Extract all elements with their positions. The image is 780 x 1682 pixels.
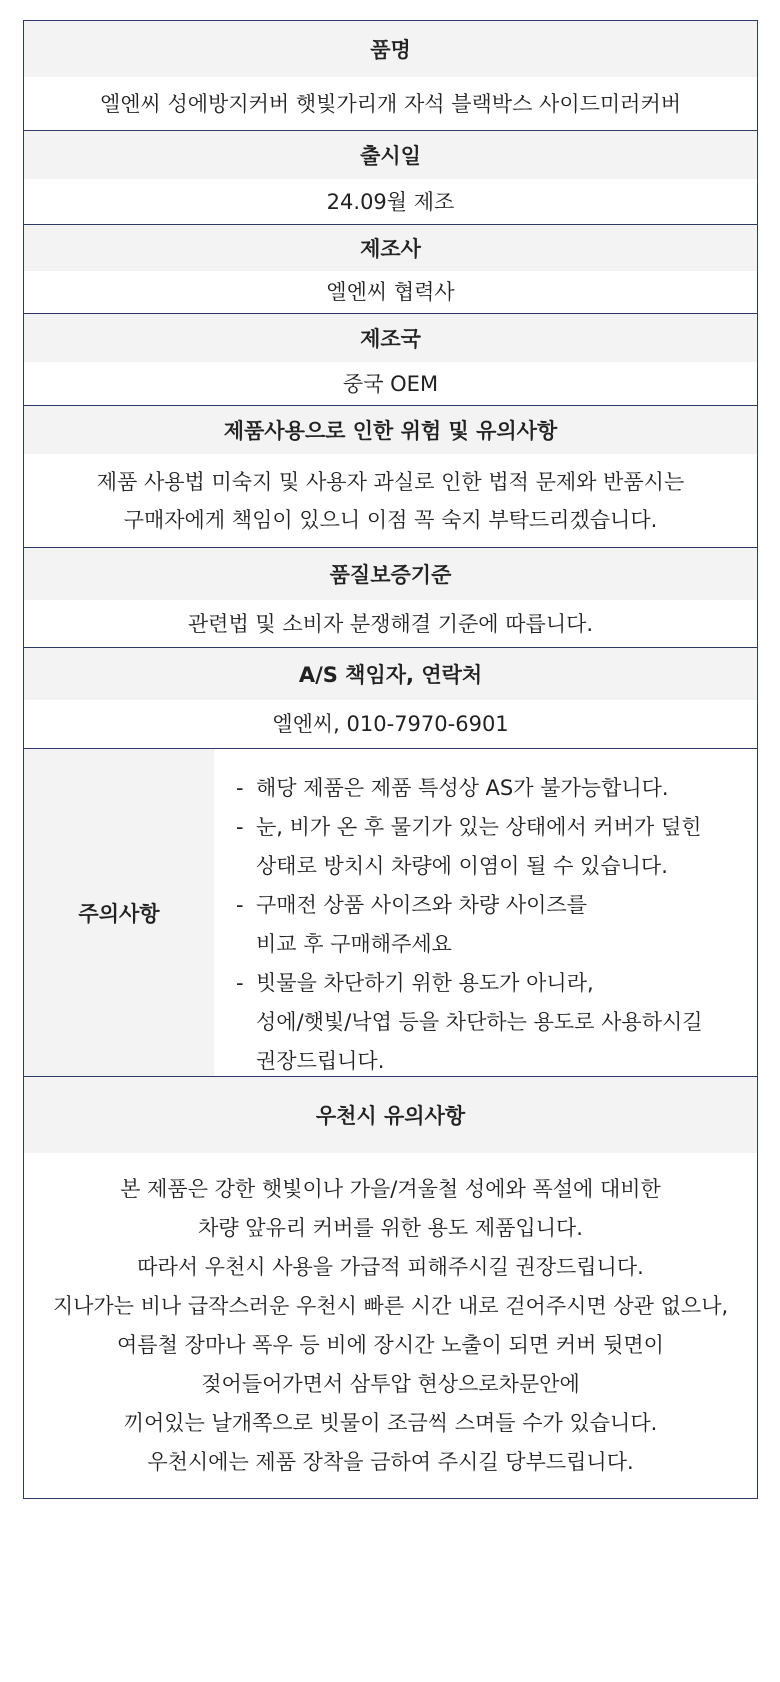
caution-line: 비교 후 구매해주세요	[256, 932, 452, 956]
section-body	[24, 454, 757, 547]
caution-line: 상태로 방치시 차량에 이염이 될 수 있습니다.	[256, 854, 668, 878]
section-line: 제품 사용법 미숙지 및 사용자 과실로 인한 법적 문제와 반품시는	[96, 469, 685, 494]
rain-line: 여름철 장마나 폭우 등 비에 장시간 노출이 되면 커버 뒷면이	[117, 1332, 664, 1357]
section-line: 24.09월 제조	[326, 189, 455, 214]
section-title: 제품사용으로 인한 위험 및 유의사항	[24, 406, 757, 454]
section-quality-standard	[24, 548, 757, 648]
section-title: 품질보증기준	[24, 548, 757, 600]
section-body	[24, 600, 757, 647]
caution-line: 빗물을 차단하기 위한 용도가 아니라,	[256, 971, 594, 995]
product-info-table	[23, 20, 758, 1499]
caution-line: 성에/햇빛/낙엽 등을 차단하는 용도로 사용하시길	[256, 1010, 703, 1034]
rain-line: 끼어있는 날개쪽으로 빗물이 조금씩 스며들 수가 있습니다.	[123, 1410, 658, 1435]
section-risk-notice	[24, 406, 757, 548]
section-line: 구매자에게 책임이 있으니 이점 꼭 숙지 부탁드리겠습니다.	[123, 507, 658, 532]
section-line: 엘엔씨 협력사	[326, 280, 455, 304]
section-title: 출시일	[24, 131, 757, 179]
bullet-dash: -	[236, 893, 244, 917]
caution-line: 눈, 비가 온 후 물기가 있는 상태에서 커버가 덮힌	[256, 815, 702, 839]
section-manufacturer	[24, 225, 757, 314]
section-title: A/S 책임자, 연락처	[24, 648, 757, 700]
section-caution	[24, 749, 757, 1077]
section-body	[24, 700, 757, 748]
section-country	[24, 314, 757, 406]
bullet-dash: -	[236, 971, 244, 995]
section-line: 엘엔씨 성에방지커버 햇빛가리개 자석 블랙박스 사이드미러커버	[99, 91, 682, 116]
section-release-date	[24, 131, 757, 225]
section-as-contact	[24, 648, 757, 749]
section-body	[24, 271, 757, 313]
section-title: 우천시 유의사항	[24, 1077, 757, 1153]
section-line: 엘엔씨, 010-7970-6901	[272, 712, 509, 736]
section-line: 중국 OEM	[342, 371, 439, 396]
caution-line: 권장드립니다.	[256, 1049, 385, 1073]
section-line: 관련법 및 소비자 분쟁해결 기준에 따릅니다.	[187, 611, 594, 636]
caution-item	[236, 808, 757, 886]
section-body	[24, 77, 757, 130]
section-title: 품명	[24, 21, 757, 77]
caution-item	[236, 964, 757, 1081]
caution-line: 구매전 상품 사이즈와 차량 사이즈를	[256, 893, 587, 917]
section-body	[24, 179, 757, 224]
caution-line: 해당 제품은 제품 특성상 AS가 불가능합니다.	[256, 776, 669, 800]
section-body	[24, 1153, 757, 1498]
section-title: 제조국	[24, 314, 757, 362]
rain-line: 차량 앞유리 커버를 위한 용도 제품입니다.	[198, 1215, 583, 1240]
caution-item	[236, 769, 757, 808]
caution-label: 주의사항	[24, 749, 214, 1076]
rain-line: 우천시에는 제품 장착을 금하여 주시길 당부드립니다.	[147, 1449, 634, 1474]
caution-item	[236, 886, 757, 964]
bullet-dash: -	[236, 815, 244, 839]
caution-list	[214, 749, 757, 1076]
rain-line: 따라서 우천시 사용을 가급적 피해주시길 권장드립니다.	[137, 1254, 644, 1279]
section-product-name	[24, 21, 757, 131]
rain-line: 지나가는 비나 급작스러운 우천시 빠른 시간 내로 걷어주시면 상관 없으나,	[52, 1293, 729, 1318]
bullet-dash: -	[236, 776, 244, 800]
rain-line: 본 제품은 강한 햇빛이나 가을/겨울철 성에와 폭설에 대비한	[120, 1176, 661, 1201]
section-body	[24, 362, 757, 405]
rain-line: 젖어들어가면서 삼투압 현상으로차문안에	[201, 1371, 580, 1396]
section-title: 제조사	[24, 225, 757, 271]
section-rain-notice	[24, 1077, 757, 1498]
